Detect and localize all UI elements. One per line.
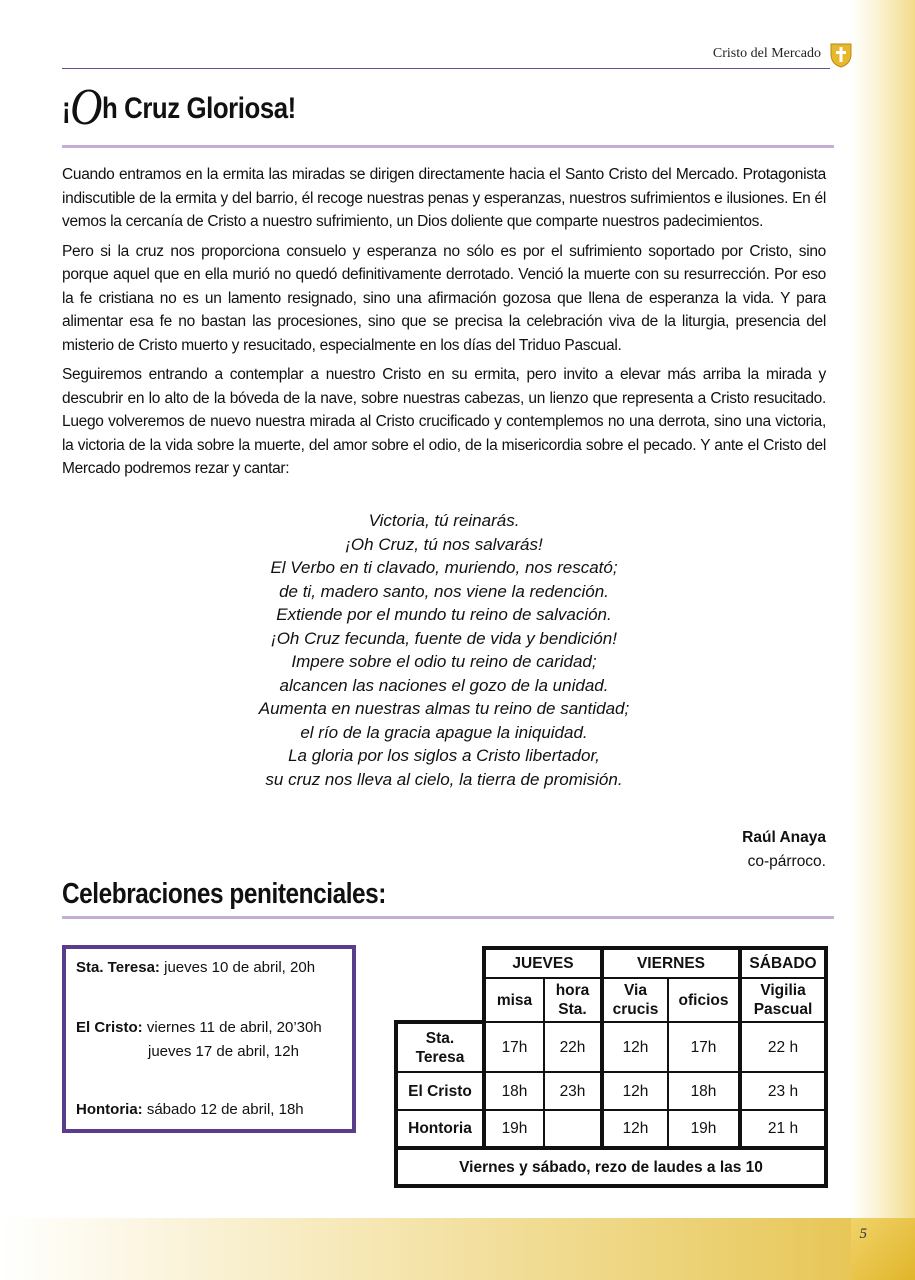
day-header: JUEVES xyxy=(484,948,602,978)
parish-logo-icon xyxy=(829,42,853,68)
hymn-line: El Verbo en ti clavado, muriendo, nos rescató; xyxy=(270,558,618,577)
hymn-line: su cruz nos lleva al cielo, la tierra de promisión. xyxy=(265,769,623,789)
schedule-date: jueves 17 de abril, 12h xyxy=(148,1043,299,1060)
schedule-date: viernes 11 de abril, 20’30h xyxy=(146,1019,322,1036)
hymn-line: La gloria por los siglos a Cristo libertador, xyxy=(288,746,600,765)
article-title xyxy=(62,79,296,136)
day-header: VIERNES xyxy=(602,948,740,978)
title-exclamation: ¡ xyxy=(62,92,71,125)
table-cell: 17h xyxy=(484,1022,544,1072)
schedule-entry xyxy=(76,1101,304,1118)
author-role: co-párroco. xyxy=(747,853,826,870)
author-name: Raúl Anaya xyxy=(742,829,826,846)
table-cell: 17h xyxy=(668,1022,740,1072)
section-title: Celebraciones penitenciales: xyxy=(62,878,387,910)
hymn-line: Extiende por el mundo tu reino de salvación. xyxy=(276,605,612,624)
timetable xyxy=(394,946,828,1188)
hymn-line: el río de la gracia apague la iniquidad. xyxy=(300,722,588,742)
running-header: Cristo del Mercado xyxy=(712,46,821,61)
table-cell: 12h xyxy=(602,1110,668,1148)
schedule-date: jueves 10 de abril, 20h xyxy=(164,959,316,976)
table-cell: 21 h xyxy=(740,1110,826,1148)
row-header: Hontoria xyxy=(396,1110,484,1148)
table-footer: Viernes y sábado, rezo de laudes a las 10 xyxy=(396,1148,826,1186)
table-cell: 12h xyxy=(602,1022,668,1072)
table-cell: 18h xyxy=(484,1072,544,1110)
hymn-line: ¡Oh Cruz fecunda, fuente de vida y bendición! xyxy=(271,628,617,648)
section-rule xyxy=(62,916,834,919)
schedule-entry-continued xyxy=(148,1043,299,1060)
table-cell: 19h xyxy=(668,1110,740,1148)
day-header: SÁBADO xyxy=(740,948,826,978)
hymn xyxy=(62,509,826,791)
table-cell xyxy=(544,1110,602,1148)
hymn-line: Victoria, tú reinarás. xyxy=(368,511,520,530)
sub-header: misa xyxy=(484,978,544,1022)
row-header: El Cristo xyxy=(396,1072,484,1110)
penitential-schedule-box xyxy=(62,945,356,1133)
hymn-line: Aumenta en nuestras almas tu reino de santidad; xyxy=(258,699,630,718)
sub-header: Via crucis xyxy=(602,978,668,1022)
signature xyxy=(742,826,826,874)
hymn-line: ¡Oh Cruz, tú nos salvarás! xyxy=(345,534,543,554)
table-cell: 19h xyxy=(484,1110,544,1148)
table-cell: 18h xyxy=(668,1072,740,1110)
table-cell: 12h xyxy=(602,1072,668,1110)
schedule-date: sábado 12 de abril, 18h xyxy=(146,1101,304,1118)
article-body xyxy=(62,163,826,487)
schedule-place: El Cristo: xyxy=(76,1019,143,1036)
row-header: Sta. Teresa xyxy=(396,1022,484,1072)
table-cell: 23 h xyxy=(740,1072,826,1110)
schedule-entry xyxy=(76,1019,322,1036)
header-rule xyxy=(62,68,830,69)
table-cell: 23h xyxy=(544,1072,602,1110)
sub-header: hora Sta. xyxy=(544,978,602,1022)
sub-header: oficios xyxy=(668,978,740,1022)
schedule-place: Hontoria: xyxy=(76,1101,143,1118)
paragraph: Cuando entramos en la ermita las miradas se dirigen directamente hacia el Santo Cristo del Mercado. Protagonista indiscutible de la ermita y del barrio, él recoge nuestras penas y esperanzas, nuestros sufrimientos e ilusiones. En él vemos la cercanía de Cristo a nuestro sufrimiento, un Dios doliente que comparte nuestros padecimientos. xyxy=(62,166,826,230)
sub-header: Vigilia Pascual xyxy=(740,978,826,1022)
table-cell: 22h xyxy=(544,1022,602,1072)
hymn-line: alcancen las naciones el gozo de la unidad. xyxy=(279,675,609,695)
paragraph: Seguiremos entrando a contemplar a nuestro Cristo en su ermita, pero invito a elevar más arriba la mirada y descubrir en lo alto de la bóveda de la nave, sobre nuestras cabezas, un lienzo que representa a Cristo resucitado. Luego volveremos de nuevo nuestra mirada al Cristo crucificado y contemplemos no una derrota, sino una victoria, la victoria de la vida sobre la muerte, del amor sobre el odio, de la misericordia sobre el pecado. Y ante el Cristo del Mercado podremos rezar y cantar: xyxy=(62,366,826,477)
hymn-line: de ti, madero santo, nos viene la redención. xyxy=(279,581,609,601)
paragraph: Pero si la cruz nos proporciona consuelo y esperanza no sólo es por el sufrimiento soportado por Cristo, sino porque aquel que en ella murió no quedó definitivamente derrotado. Venció la muerte con su resurrección. Por eso la fe cristiana no es un lamento resignado, sino una afirmación gozosa que llena de esperanza la vida. Y para alimentar esa fe no bastan las procesiones, sino que se precisa la celebración viva de la liturgia, presencia del misterio de Cristo muerto y resucitado, especialmente en los días del Triduo Pascual. xyxy=(62,242,826,354)
title-rest: h Cruz Gloriosa! xyxy=(102,92,296,125)
table-cell: 22 h xyxy=(740,1022,826,1072)
hymn-line: Impere sobre el odio tu reino de caridad; xyxy=(291,652,597,671)
schedule-place: Sta. Teresa: xyxy=(76,959,160,976)
schedule-entry xyxy=(76,959,315,976)
title-initial: O xyxy=(70,79,103,136)
title-rule xyxy=(62,145,834,148)
page-number: 5 xyxy=(859,1226,867,1242)
